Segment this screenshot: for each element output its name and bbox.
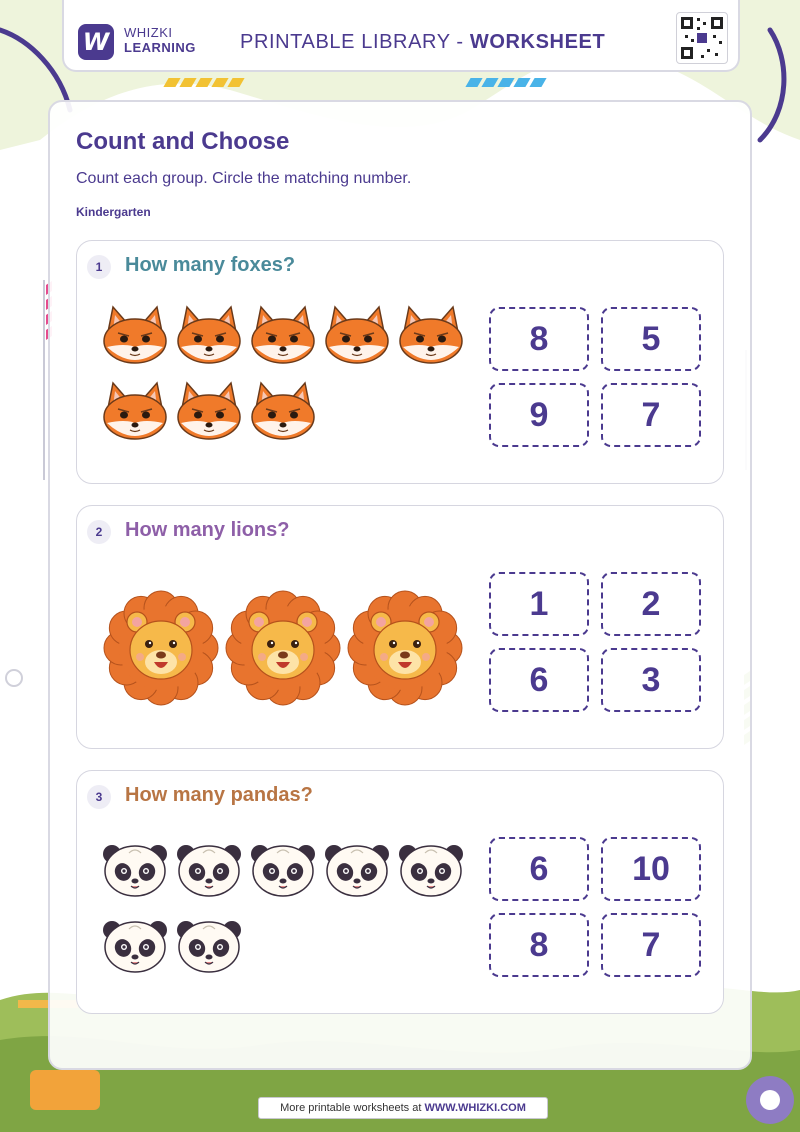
lion-icon [104, 591, 218, 705]
fox-icon [252, 383, 314, 439]
question-text: How many lions? [125, 519, 290, 541]
fox-icon [178, 383, 240, 439]
grade-level: Kindergarten [76, 205, 151, 219]
brand-line-1: WHIZKI [124, 25, 173, 40]
question-card-2 [76, 505, 724, 749]
answer-options [489, 572, 701, 714]
answer-option[interactable]: 8 [489, 913, 589, 977]
whizki-logo: W [78, 24, 114, 60]
header-title-prefix: PRINTABLE LIBRARY - [240, 31, 470, 53]
answer-option[interactable]: 6 [489, 837, 589, 901]
lion-icon [226, 591, 340, 705]
fox-icon [104, 307, 166, 363]
footer-text: More printable worksheets at [280, 1102, 425, 1114]
fox-icon [326, 307, 388, 363]
question-card-1 [76, 240, 724, 484]
header-title [240, 31, 605, 54]
answer-option[interactable]: 7 [601, 383, 701, 447]
panda-icon [103, 845, 167, 896]
fox-icon [400, 307, 462, 363]
panda-icon [103, 921, 167, 972]
footer-link[interactable]: WWW.WHIZKI.COM [424, 1102, 526, 1114]
fox-icon [104, 383, 166, 439]
answer-option[interactable]: 7 [601, 913, 701, 977]
answer-option[interactable]: 10 [601, 837, 701, 901]
question-number: 3 [87, 785, 111, 809]
header-stripes-yellow [166, 78, 242, 87]
brand-name [124, 25, 196, 55]
lion-icon [348, 591, 462, 705]
panda-icon [177, 921, 241, 972]
panda-icon [251, 845, 315, 896]
answer-option[interactable]: 1 [489, 572, 589, 636]
question-text: How many pandas? [125, 784, 313, 806]
fox-icon [252, 307, 314, 363]
worksheet-instructions: Count each group. Circle the matching number. [76, 170, 412, 187]
fox-icon [178, 307, 240, 363]
question-number: 2 [87, 520, 111, 544]
header-stripes-blue [468, 78, 544, 87]
question-card-3 [76, 770, 724, 1014]
header-title-bold: WORKSHEET [469, 31, 606, 53]
answer-option[interactable]: 9 [489, 383, 589, 447]
question-text: How many foxes? [125, 254, 296, 276]
answer-option[interactable]: 2 [601, 572, 701, 636]
answer-option[interactable]: 6 [489, 648, 589, 712]
qr-code-icon [676, 12, 728, 64]
answer-options [489, 307, 701, 449]
answer-options [489, 837, 701, 979]
footer-banner [258, 1097, 548, 1119]
panda-icon [399, 845, 463, 896]
answer-option[interactable]: 5 [601, 307, 701, 371]
worksheet-title: Count and Choose [76, 128, 290, 155]
page-header [62, 0, 740, 72]
answer-option[interactable]: 8 [489, 307, 589, 371]
answer-option[interactable]: 3 [601, 648, 701, 712]
panda-group [101, 835, 471, 985]
lion-group [101, 570, 471, 720]
panda-icon [325, 845, 389, 896]
panda-icon [177, 845, 241, 896]
fox-group [101, 305, 471, 455]
question-number: 1 [87, 255, 111, 279]
brand-line-2: LEARNING [124, 40, 196, 55]
